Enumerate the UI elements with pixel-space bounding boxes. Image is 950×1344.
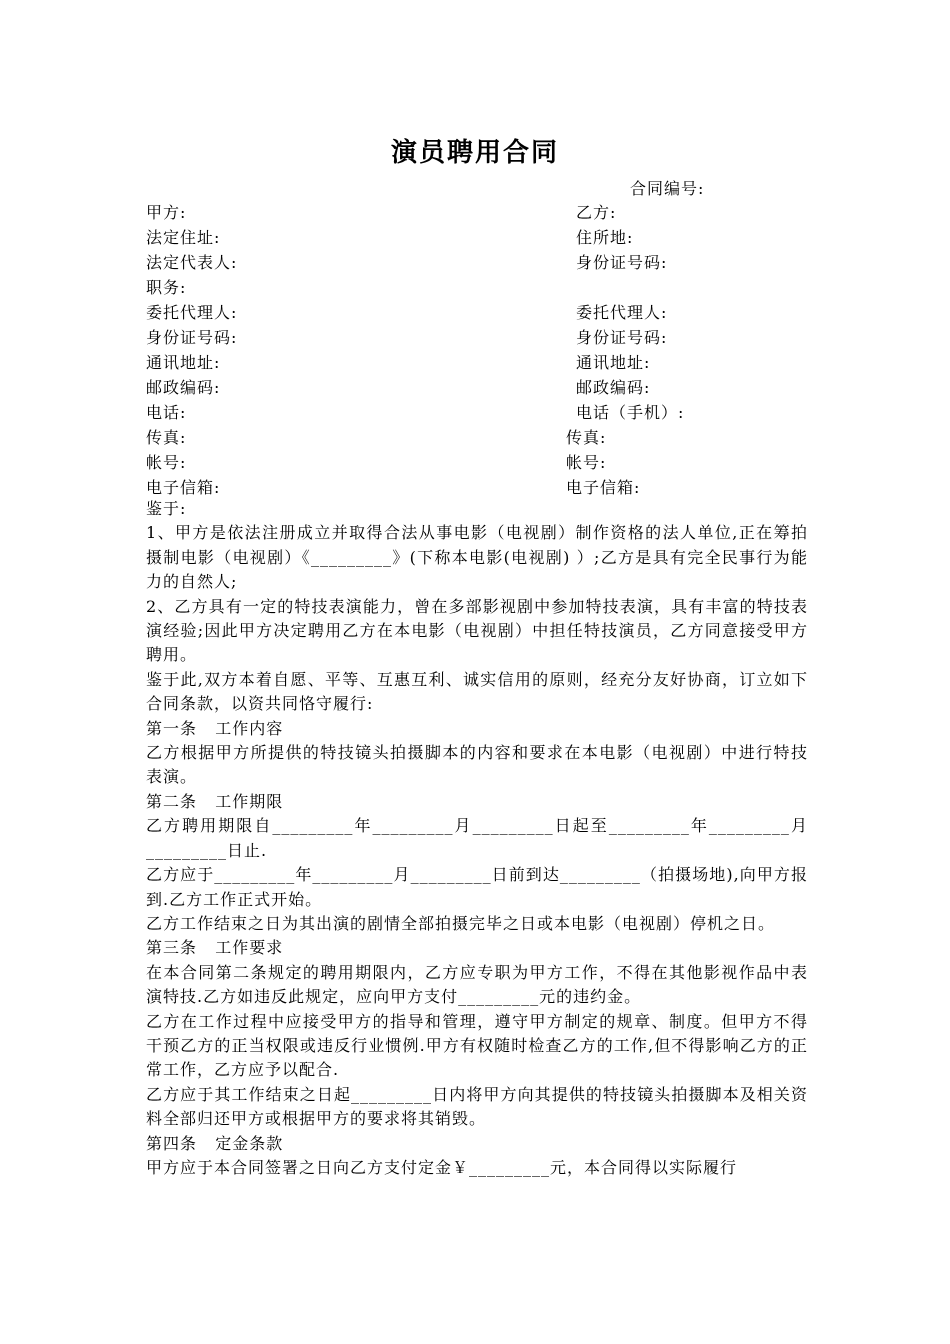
party-a-field: 电话: <box>146 403 187 422</box>
party-row <box>146 325 806 350</box>
party-a-field: 帐号: <box>146 453 187 472</box>
article-3-management: 乙方在工作过程中应接受甲方的指导和管理，遵守甲方制定的规章、制度。但甲方不得干预乙方的正当权限或违反行业惯例.甲方有权随时检查乙方的工作,但不得影响乙方的正常工作，乙方应予以配合. <box>146 1011 808 1080</box>
party-info-grid <box>146 200 806 500</box>
party-b-field: 通讯地址: <box>576 353 651 372</box>
party-b-field: 电子信箱: <box>566 478 641 497</box>
article-4-heading: 第四条 定金条款 <box>146 1133 284 1153</box>
party-a-field: 委托代理人: <box>146 303 238 322</box>
party-b-field: 传真: <box>566 428 607 447</box>
recital-2: 2、乙方具有一定的特技表演能力，曾在多部影视剧中参加特技表演，具有丰富的特技表演经验;因此甲方决定聘用乙方在本电影（电视剧）中担任特技演员，乙方同意接受甲方聘用。 <box>146 596 808 665</box>
article-2-term: 乙方聘用期限自_________年_________月_________日起至_________年_________月_________日止. <box>146 816 808 860</box>
contract-number-label: 合同编号: <box>630 179 705 198</box>
party-row <box>146 200 806 225</box>
article-4-text: 甲方应于本合同签署之日向乙方支付定金￥_________元，本合同得以实际履行 <box>146 1157 738 1177</box>
party-row <box>146 425 806 450</box>
article-2-end: 乙方工作结束之日为其出演的剧情全部拍摄完毕之日或本电影（电视剧）停机之日。 <box>146 913 776 933</box>
agreement-preamble: 鉴于此,双方本着自愿、平等、互惠互利、诚实信用的原则，经充分友好协商，订立如下合同条款，以资共同恪守履行: <box>146 669 808 714</box>
party-row <box>146 225 806 250</box>
recital-1: 1、甲方是依法注册成立并取得合法从事电影（电视剧）制作资格的法人单位,正在筹拍摄制电影（电视剧）《_________》(下称本电影(电视剧) ）;乙方是具有完全民事行为能力的自然人; <box>146 523 808 592</box>
party-row <box>146 350 806 375</box>
party-b-field: 住所地: <box>576 228 634 247</box>
party-a-field: 电子信箱: <box>146 478 221 497</box>
party-a-field: 邮政编码: <box>146 378 221 397</box>
party-row <box>146 275 806 300</box>
article-3-return: 乙方应于其工作结束之日起_________日内将甲方向其提供的特技镜头拍摄脚本及相关资料全部归还甲方或根据甲方的要求将其销毁。 <box>146 1084 808 1129</box>
article-2-heading: 第二条 工作期限 <box>146 791 284 811</box>
recitals-heading: 鉴于: <box>146 499 187 518</box>
party-a-field: 法定代表人: <box>146 253 238 272</box>
article-1-text: 乙方根据甲方所提供的特技镜头拍摄脚本的内容和要求在本电影（电视剧）中进行特技表演。 <box>146 743 808 787</box>
contract-body <box>146 497 808 1180</box>
party-b-field: 电话（手机）: <box>576 403 685 422</box>
party-b-field: 身份证号码: <box>576 328 668 347</box>
party-a-field: 通讯地址: <box>146 353 221 372</box>
party-b-field: 身份证号码: <box>576 253 668 272</box>
article-1-heading: 第一条 工作内容 <box>146 718 284 738</box>
article-3-exclusive: 在本合同第二条规定的聘用期限内，乙方应专职为甲方工作，不得在其他影视作品中表演特技.乙方如违反此规定，应向甲方支付_________元的违约金。 <box>146 962 808 1007</box>
party-row <box>146 375 806 400</box>
party-row <box>146 400 806 425</box>
party-b-field: 邮政编码: <box>576 378 651 397</box>
article-2-report: 乙方应于_________年_________月_________日前到达_________（拍摄场地),向甲方报到.乙方工作正式开始。 <box>146 865 808 909</box>
party-a-field: 身份证号码: <box>146 328 238 347</box>
party-a-field: 传真: <box>146 428 187 447</box>
document-title: 演员聘用合同 <box>390 138 559 168</box>
party-row <box>146 450 806 475</box>
party-a-field: 法定住址: <box>146 228 221 247</box>
party-a-field: 甲方: <box>146 203 187 222</box>
party-a-field: 职务: <box>146 278 187 297</box>
party-row <box>146 300 806 325</box>
party-b-field: 乙方: <box>576 203 617 222</box>
party-b-field: 帐号: <box>566 453 607 472</box>
party-row <box>146 250 806 275</box>
party-b-field: 委托代理人: <box>576 303 668 322</box>
article-3-heading: 第三条 工作要求 <box>146 938 284 958</box>
